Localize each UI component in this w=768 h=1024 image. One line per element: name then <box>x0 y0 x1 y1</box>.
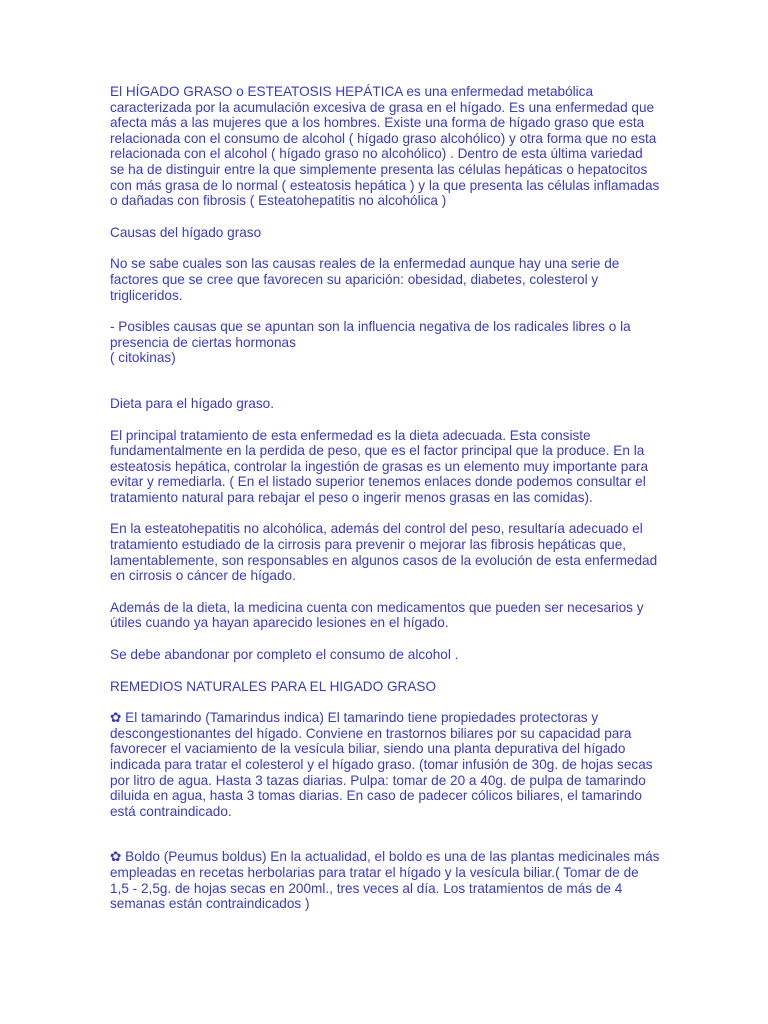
remedy-boldo-text: Boldo (Peumus boldus) En la actualidad, el boldo es una de las plantas medicinales más empleadas en recetas herbolarias para tratar el hígado y la vesícula biliar.( Tomar de de 1,5 - 2,5g. de hojas secas en 200ml., tres veces al día. Los tratamientos de más de 4 semanas están contraindicados ) <box>110 849 660 912</box>
document-body <box>110 84 660 928</box>
remedy-tamarindo-text: El tamarindo (Tamarindus indica) El tamarindo tiene propiedades protectoras y descongestionantes del hígado. Conviene en trastornos biliares por su capacidad para favorecer el vaciamiento de la vesícula biliar, siendo una planta depurativa del hígado indicada para tratar el colesterol y el hígado graso. (tomar infusión de 30g. de hojas secas por litro de agua. Hasta 3 tazas diarias. Pulpa: tomar de 20 a 40g. de pulpa de tamarindo diluida en agua, hasta 3 tomas diarias. En caso de padecer cólicos biliares, el tamarindo está contraindicado. <box>110 710 653 819</box>
remedies-heading: REMEDIOS NATURALES PARA EL HIGADO GRASO <box>110 678 437 694</box>
causes-list-line1: - Posibles causas que se apuntan son la influencia negativa de los radicales libres o la presencia de ciertas hormonas <box>110 319 631 350</box>
causes-list-line2: ( citokinas) <box>110 350 176 366</box>
diet-paragraph-1: El principal tratamiento de esta enfermedad es la dieta adecuada. Esta consiste fundamentalmente en la perdida de peso, que es el factor principal que la produce. En la esteatosis hepática, controlar la ingestión de grasas es un elemento muy importante para evitar y remediarla. ( En el listado superior tenemos enlaces donde podemos consultar el tratamiento natural para rebajar el peso o ingerir menos grasas en las comidas). <box>110 427 649 505</box>
diet-paragraph-3: Además de la dieta, la medicina cuenta con medicamentos que pueden ser necesarios y útiles cuando ya hayan aparecido lesiones en el hígado. <box>110 599 644 631</box>
causes-paragraph: No se sabe cuales son las causas reales de la enfermedad aunque hay una serie de factores que se cree que favorecen su aparición: obesidad, diabetes, colesterol y trigliceridos. <box>110 256 620 303</box>
causes-heading: Causas del hígado graso <box>110 224 262 240</box>
flower-bullet-icon: ✿ <box>110 710 122 726</box>
diet-paragraph-4: Se debe abandonar por completo el consumo de alcohol . <box>110 647 459 663</box>
remedy-tamarindo <box>110 710 660 819</box>
causes-list-item <box>110 319 660 366</box>
diet-paragraph-2: En la esteatohepatitis no alcohólica, además del control del peso, resultaría adecuado el tratamiento estudiado de la cirrosis para prevenir o mejorar las fibrosis hepáticas que, lamentablemente, son responsables en algunos casos de la evolución de esta enfermedad en cirrosis o cáncer de hígado. <box>110 521 658 584</box>
flower-bullet-icon: ✿ <box>110 849 122 865</box>
diet-heading: Dieta para el hígado graso. <box>110 395 274 411</box>
intro-paragraph: El HÍGADO GRASO o ESTEATOSIS HEPÁTICA es una enfermedad metabólica caracterizada por la acumulación excesiva de grasa en el hígado. Es una enfermedad que afecta más a las mujeres que a los hombres. Existe una forma de hígado graso que esta relacionada con el consumo de alcohol ( hígado graso alcohólico) y otra forma que no esta relacionada con el alcohol ( hígado graso no alcohólico) . Dentro de esta última variedad se ha de distinguir entre la que simplemente presenta las células hepáticas o hepatocitos con más grasa de lo normal ( esteatosis hepática ) y la que presenta las células inflamadas o dañadas con fibrosis ( Esteatohepatitis no alcohólica ) <box>110 84 660 209</box>
remedy-boldo <box>110 849 660 911</box>
